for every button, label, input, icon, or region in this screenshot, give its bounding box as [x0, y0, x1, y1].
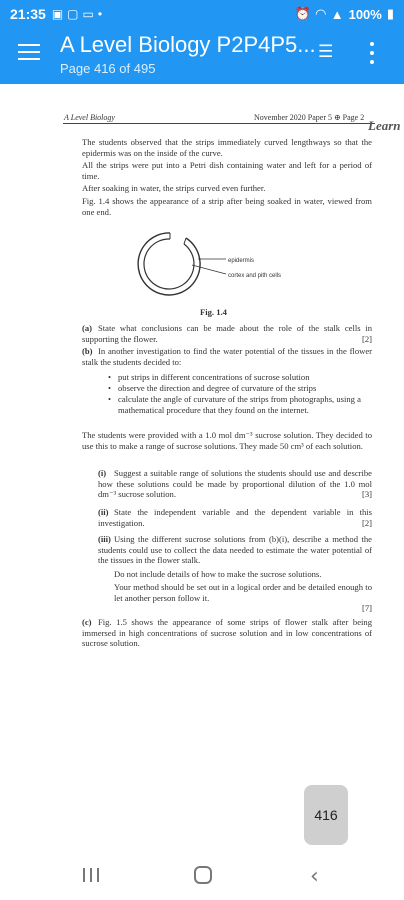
question-b-iii [98, 534, 372, 566]
question-number: (i) [98, 468, 107, 478]
battery-text: 100% [348, 6, 382, 22]
back-icon[interactable]: ‹ [310, 864, 319, 889]
question-text: Suggest a suitable range of solutions the students should use and describe how these solutions could be made by proportional dilution of the 1.0 mol dm⁻³ sucrose solution. [98, 468, 372, 499]
header-divider [63, 123, 375, 124]
marks: [2] [361, 333, 372, 344]
app-bar [0, 28, 404, 84]
recent-apps-icon[interactable] [83, 868, 99, 882]
marks: [7] [361, 603, 372, 613]
paragraph: After soaking in water, the strips curved even further. [82, 183, 266, 193]
paragraph-provided: The students were provided with a 1.0 mol dm⁻³ sucrose solution. They decided to use this to make a range of sucrose solutions. They made 50 cm³ of each solution. [82, 430, 372, 451]
marks-b-iii-wrap [98, 603, 372, 614]
notification-icons [52, 7, 102, 21]
bullet-item: • calculate the angle of curvature of the strips from photographs, using a mathematical procedure that they found on the internet. [118, 394, 372, 415]
question-b-ii [98, 507, 372, 528]
alarm-icon: ⏰ [294, 6, 311, 21]
question-text: State what conclusions can be made about the role of the stalk cells in supporting the flower. [82, 323, 372, 344]
bullet-item: • observe the direction and degree of curvature of the strips [118, 383, 372, 394]
status-bar [0, 0, 404, 28]
question-b [82, 346, 372, 367]
status-time: 21:35 [10, 6, 46, 22]
label-cortex: cortex and pith cells [228, 273, 282, 279]
header-left: A Level Biology [64, 113, 115, 122]
question-number: (b) [82, 346, 93, 356]
screen-icon: ▭ [82, 7, 94, 21]
label-epidermis: epidermis [228, 258, 255, 264]
dot-icon: • [97, 7, 103, 21]
question-number: (ii) [98, 507, 109, 517]
navigation-bar [0, 850, 404, 900]
question-number: (iii) [98, 534, 111, 544]
document-page[interactable] [0, 100, 404, 700]
paragraph: All the strips were put into a Petri dish containing water and left for a period of time. [82, 160, 372, 181]
document-title: A Level Biology P2P4P5... [60, 32, 316, 57]
message-icon: ▢ [67, 7, 79, 21]
battery-icon: ▮ [386, 6, 394, 21]
note: Your method should be set out in a logical order and be detailed enough to let another person follow it. [114, 582, 372, 603]
photo-icon: ▣ [51, 7, 64, 21]
watermark-logo: Learn [368, 118, 401, 133]
home-icon[interactable] [194, 866, 212, 884]
question-b-i [98, 468, 372, 500]
figure-caption: Fig. 1.4 [200, 307, 227, 317]
paragraph: The students observed that the strips immediately curved lengthways so that the epidermis was on the inside of the curve. [82, 137, 372, 158]
question-text: State the independent variable and the dependent variable in this investigation. [98, 507, 372, 528]
question-a [82, 323, 372, 344]
page-number-indicator[interactable]: 416 [304, 785, 348, 845]
bullet-item: • put strips in different concentrations of sucrose solution [118, 372, 372, 383]
note: Do not include details of how to make the sucrose solutions. [114, 569, 322, 579]
question-number: (c) [82, 617, 92, 627]
question-c [82, 617, 372, 649]
wifi-icon: ◠ [315, 6, 326, 21]
marks: [2] [361, 517, 372, 528]
header-right: November 2020 Paper 5 ⊕ Page 2 [254, 113, 365, 122]
question-text: In another investigation to find the water potential of the tissues in the flower stalk the students decided to: [82, 346, 372, 367]
paragraph: Fig. 1.4 shows the appearance of a strip after being soaked in water, viewed from one end. [82, 196, 372, 217]
page-count: Page 416 of 495 [60, 61, 156, 76]
menu-icon[interactable] [18, 42, 40, 62]
figure-stalk-strip [126, 228, 316, 300]
question-number: (a) [82, 323, 93, 333]
question-text: Using the different sucrose solutions from (b)(i), describe a method the students could use to collect the data needed to estimate the water potential of the tissues in the flower stalk. [98, 534, 372, 565]
marks: [3] [361, 489, 372, 499]
more-options-icon[interactable] [366, 40, 378, 66]
table-of-contents-icon[interactable]: ☰ [318, 42, 334, 61]
question-text: Fig. 1.5 shows the appearance of some strips of flower stalk after being immersed in high concentrations of sucrose solution and in low concentrations of sucrose solution. [82, 617, 372, 648]
signal-icon: ▲ [330, 6, 344, 22]
